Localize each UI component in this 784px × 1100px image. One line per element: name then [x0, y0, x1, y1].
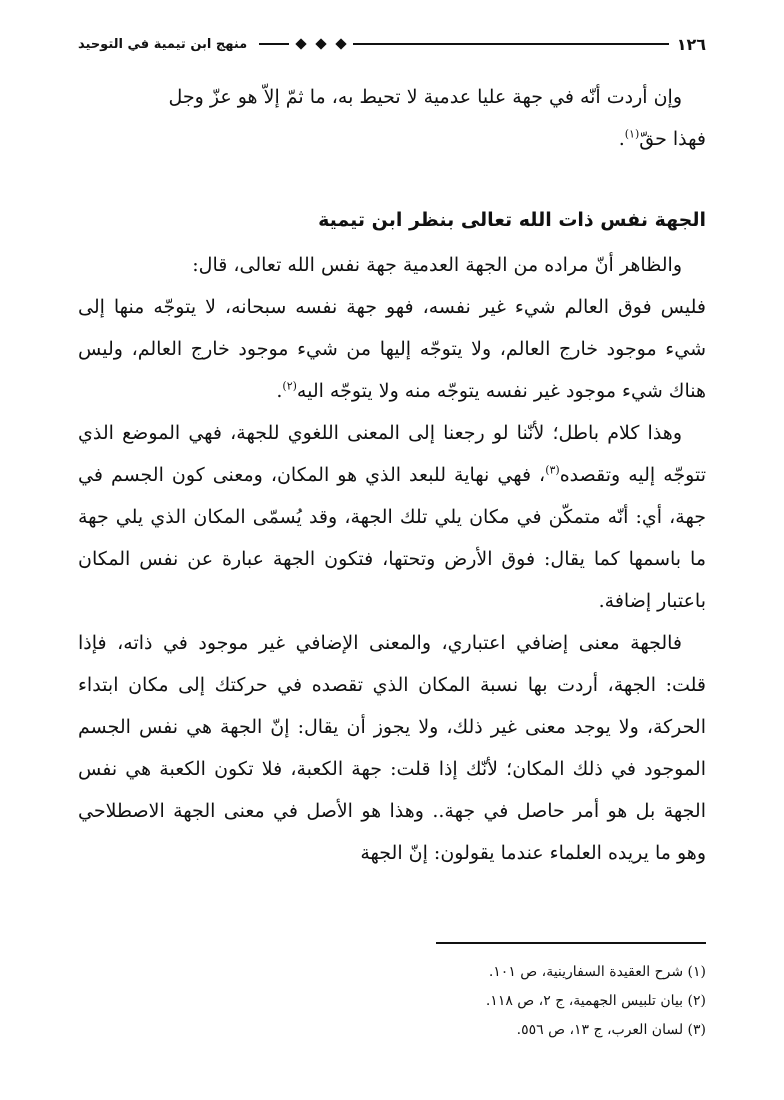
diamond-icon	[296, 38, 307, 49]
paragraph-text: فليس فوق العالم شيء غير نفسه، فهو جهة نفسه سبحانه، لا يتوجّه منها إلى شيء موجود خارج العالم، ولا يتوجّه إليها من شيء موجود خارج العالم، وليس هناك شيء موجود غير نفسه يتوجّه منه ولا يتوجّه اليه	[78, 296, 706, 402]
paragraph-text: وإن أردت أنّه في جهة عليا عدمية لا تحيط به، ما ثمّ إلاّ هو عزّ وجل	[168, 86, 682, 108]
paragraph	[78, 76, 706, 118]
paragraph-text: ، فهي نهاية للبعد الذي هو المكان، ومعنى كون الجسم في جهة، أي: أنّه متمكّن في مكان يلي تلك الجهة، وقد يُسمّى المكان الذي يلي جهة ما باسمها كما يقال: فوق الأرض وتحتها، فتكون الجهة عبارة عن نفس المكان باعتبار إضافة.	[78, 464, 706, 612]
footnote-divider	[436, 942, 706, 944]
running-title: منهج ابن تيمية في التوحيد	[78, 36, 248, 52]
diamond-icon	[336, 38, 347, 49]
paragraph	[78, 412, 706, 622]
main-text	[78, 76, 706, 874]
ornament-diamonds	[291, 40, 351, 48]
paragraph-text: وهذا كلام باطل؛ لأنّنا لو رجعنا إلى المعنى اللغوي للجهة، فهي الموضع الذي تتوجّه إليه وتقصده	[78, 422, 706, 486]
footnote: (٢) بيان تلبيس الجهمية، ج ٢، ص ١١٨.	[485, 993, 706, 1009]
paragraph	[78, 622, 706, 874]
footnote-ref[interactable]: (١)	[624, 127, 640, 141]
paragraph-text: فهذا حقّ	[639, 128, 706, 150]
running-header	[78, 30, 706, 58]
paragraph	[78, 244, 706, 286]
footnote-ref[interactable]: (٣)	[545, 463, 560, 477]
ornament-line	[353, 43, 669, 45]
footnotes	[78, 958, 706, 1045]
page-number: ١٢٦	[676, 34, 706, 54]
footnote: (١) شرح العقيدة السفارينية، ص ١٠١.	[488, 964, 706, 980]
quote-paragraph: فليس فوق العالم شيء غير نفسه، فهو جهة نفسه سبحانه، لا يتوجّه منها إلى شيء موجود خارج العالم، ولا يتوجّه إليها من شيء موجود خارج العالم، وليس هناك شيء موجود غير نفسه يتوجّه منه ولا يتوجّه اليه$^{(٢)}$.	[78, 296, 706, 402]
footnote-ref[interactable]: (٢)	[282, 379, 297, 393]
ornament-line	[259, 43, 289, 45]
section-heading: الجهة نفس ذات الله تعالى بنظر ابن تيمية	[318, 209, 706, 231]
diamond-icon	[316, 38, 327, 49]
header-ornament	[259, 40, 669, 48]
paragraph-text: فالجهة معنى إضافي اعتباري، والمعنى الإضافي غير موجود في ذاته، فإذا قلت: الجهة، أردت بها نسبة المكان الذي تقصده في حركتك إلى مكان ابتداء الحركة، ولا يوجد معنى غير ذلك، ولا يجوز أن يقال: إنّ الجهة هي نفس الجسم الموجود في ذلك المكان؛ لأنّك إذا قلت: جهة الكعبة، فلا تكون الكعبة هي نفس الجهة بل هو أمر حاصل في جهة.. وهذا هو الأصل في معنى الجهة الاصطلاحي وهو ما يريده العلماء عندما يقولون: إنّ الجهة	[78, 632, 706, 864]
paragraph-text: والظاهر أنّ مراده من الجهة العدمية جهة نفس الله تعالى، قال:	[192, 254, 682, 276]
footnote: (٣) لسان العرب، ج ١٣، ص ٥٥٦.	[516, 1022, 706, 1038]
paragraph: فهذا حقّ$^{(١)}$.	[618, 127, 706, 150]
